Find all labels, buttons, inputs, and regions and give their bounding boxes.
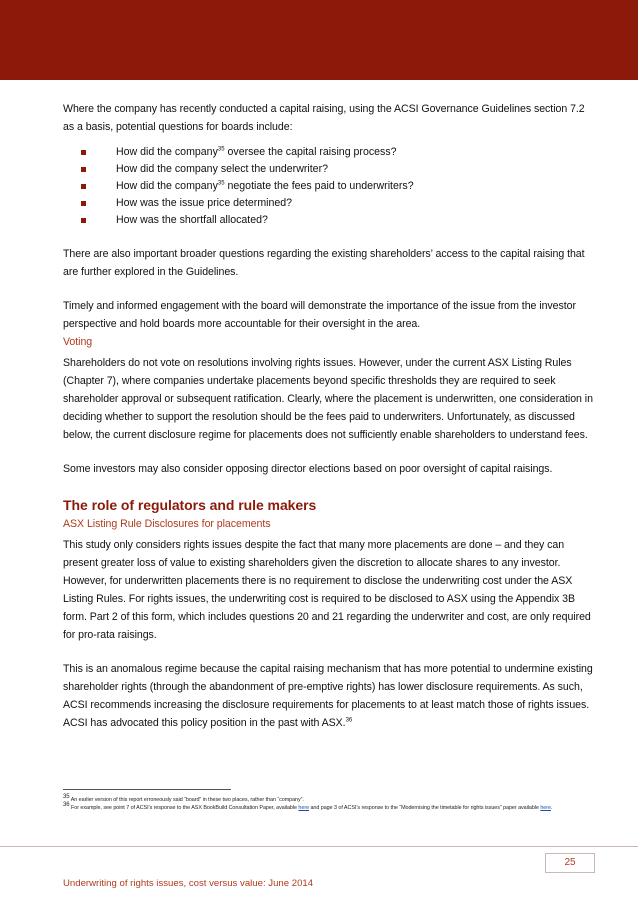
asx-disclosures-subheading: ASX Listing Rule Disclosures for placements (63, 518, 271, 530)
list-item: How did the company$^{35}$ negotiate the fees paid to underwriters? (81, 178, 595, 195)
footnote-divider (63, 789, 231, 790)
timetable-response-link[interactable]: here (540, 805, 551, 811)
regulators-heading: The role of regulators and rule makers (63, 497, 317, 513)
bullet-square-icon (81, 218, 86, 223)
voting-paragraph: Shareholders do not vote on resolutions involving rights issues. However, under the current ASX Listing Rules (Chapter 7), where companies undertake placements beyond specific thresholds they are required to seek shareholder approval or subsequent ratification. Clearly, where the placement is underwritten, one consideration in deciding whether to support the resolution should be the fees paid to underwriters. Unfortunately, as discussed below, the current disclosure regime for placements does not sufficiently enable shareholders to understand fees. (63, 357, 593, 441)
list-item: How did the company$^{35}$ oversee the capital raising process? (81, 144, 595, 161)
voting-heading: Voting (63, 336, 93, 348)
broader-questions-paragraph: There are also important broader questions regarding the existing shareholders’ access to the capital raising that are further explored in the Guidelines. (63, 248, 585, 278)
list-item: How did the company select the underwriter? (81, 161, 595, 178)
footer-title: Underwriting of rights issues, cost versus value: June 2014 (63, 878, 314, 889)
bullet-square-icon (81, 150, 86, 155)
question-list (63, 144, 595, 229)
bookbuild-response-link[interactable]: here (298, 805, 310, 811)
list-item: How was the shortfall allocated? (81, 212, 595, 229)
bullet-square-icon (81, 184, 86, 189)
rights-issues-paragraph: This study only considers rights issues despite the fact that many more placements are done – and they can present greater loss of value to existing shareholders given the discretion to allocate shares to any investor. However, for underwritten placements there is no requirement to disclose the underwriting cost under the ASX Listing Rules. For rights issues, the underwriting cost is required to be disclosed to ASX using the Appendix 3B form. Part 2 of this form, which includes questions 20 and 21 regarding the underwriter and cost, are only required for pro-rata raisings. (63, 539, 591, 641)
page-body (63, 100, 595, 732)
anomalous-regime-paragraph: This is an anomalous regime because the capital raising mechanism that has more potential to undermine existing shareholder rights (through the abandonment of pre-emptive rights) has lower disclosure requirements. As such, ACSI recommends increasing the disclosure requirements for placements to at least match those of rights issues. ACSI has advocated this policy position in the past with ASX.$^{36}$ (63, 663, 593, 729)
page-number: 25 (545, 853, 595, 873)
timely-engagement-paragraph: Timely and informed engagement with the board will demonstrate the importance of the issue from the investor perspective and hold boards more accountable for their oversight in the area. (63, 300, 576, 330)
list-item: How was the issue price determined? (81, 195, 595, 212)
bullet-square-icon (81, 201, 86, 206)
bullet-square-icon (81, 167, 86, 172)
footnote-35: $^{35}$ An earlier version of this report erroneously said “board” in these two places, rather than “company”. (63, 794, 304, 803)
director-elections-paragraph: Some investors may also consider opposing director elections based on poor oversight of capital raisings. (63, 463, 553, 475)
intro-paragraph: Where the company has recently conducted a capital raising, using the ACSI Governance Guidelines section 7.2 as a basis, potential questions for boards include: (63, 103, 585, 133)
footer-divider (0, 846, 638, 847)
footnote-36: $^{36}$ For example, see point 7 of ACSI’s response to the ASX BookBuild Consultation Paper, available here and page 3 of ACSI’s response to the “Modernising the timetable for rights issues” paper available here. (63, 802, 553, 811)
footnotes (63, 796, 593, 812)
header-band (0, 0, 638, 80)
